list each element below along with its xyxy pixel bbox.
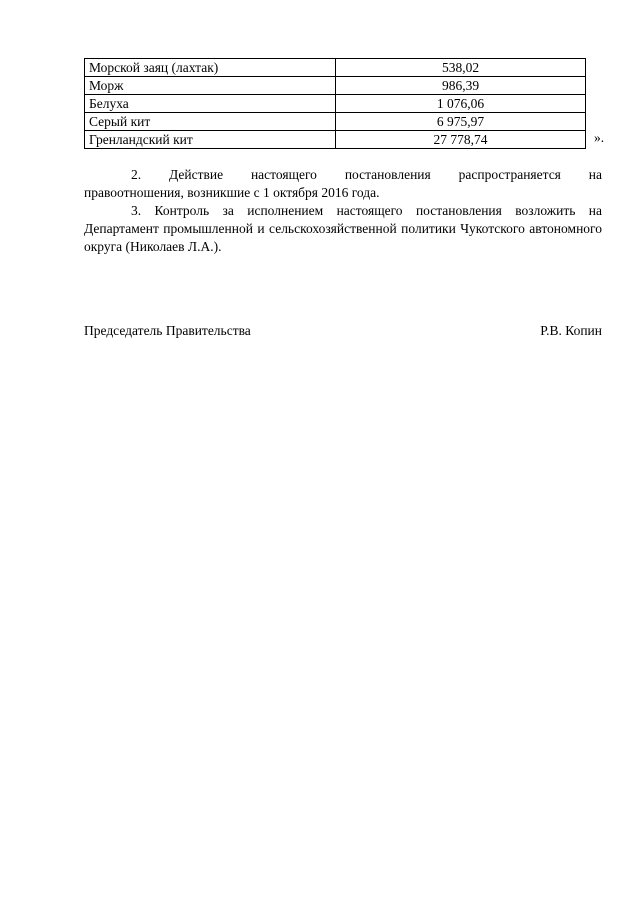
- table-row: [85, 113, 586, 131]
- rate-value-cell: 986,39: [336, 77, 586, 95]
- signature-title: Председатель Правительства: [84, 323, 251, 338]
- rate-value-cell: 538,02: [336, 59, 586, 77]
- table-row: [85, 59, 586, 77]
- table-row: [85, 131, 586, 149]
- species-name-cell: Морской заяц (лахтак): [85, 59, 336, 77]
- rates-table-body: [85, 59, 586, 149]
- table-row: [85, 77, 586, 95]
- species-name-cell: Белуха: [85, 95, 336, 113]
- species-name-cell: Морж: [85, 77, 336, 95]
- p2-word: распространяется: [458, 167, 561, 182]
- paragraph-2: [84, 166, 602, 202]
- signature-name: Р.В. Копин: [540, 323, 602, 338]
- p2-word: постановления: [344, 167, 431, 182]
- rates-table: [84, 58, 586, 149]
- p2-word: 2.: [131, 167, 142, 182]
- paragraph-3: [84, 202, 602, 256]
- p2-word: на: [588, 167, 602, 182]
- p2-word: настоящего: [250, 167, 317, 182]
- p2-word: Действие: [169, 167, 224, 182]
- closing-quote: ».: [594, 130, 605, 145]
- table-row: [85, 95, 586, 113]
- paragraph-2-line-2: правоотношения, возникшие с 1 октября 2016 года.: [84, 185, 380, 200]
- paragraph-3-text: 3. Контроль за исполнением настоящего постановления возложить на Департамент промышленной и сельскохозяйственной политики Чукотского автономного округа (Николаев Л.А.).: [84, 203, 602, 254]
- species-name-cell: Серый кит: [85, 113, 336, 131]
- rate-value-cell: 6 975,97: [336, 113, 586, 131]
- paragraph-2-line-1: [84, 166, 602, 184]
- species-name-cell: Гренландский кит: [85, 131, 336, 149]
- rate-value-cell: 1 076,06: [336, 95, 586, 113]
- rate-value-cell: 27 778,74: [336, 131, 586, 149]
